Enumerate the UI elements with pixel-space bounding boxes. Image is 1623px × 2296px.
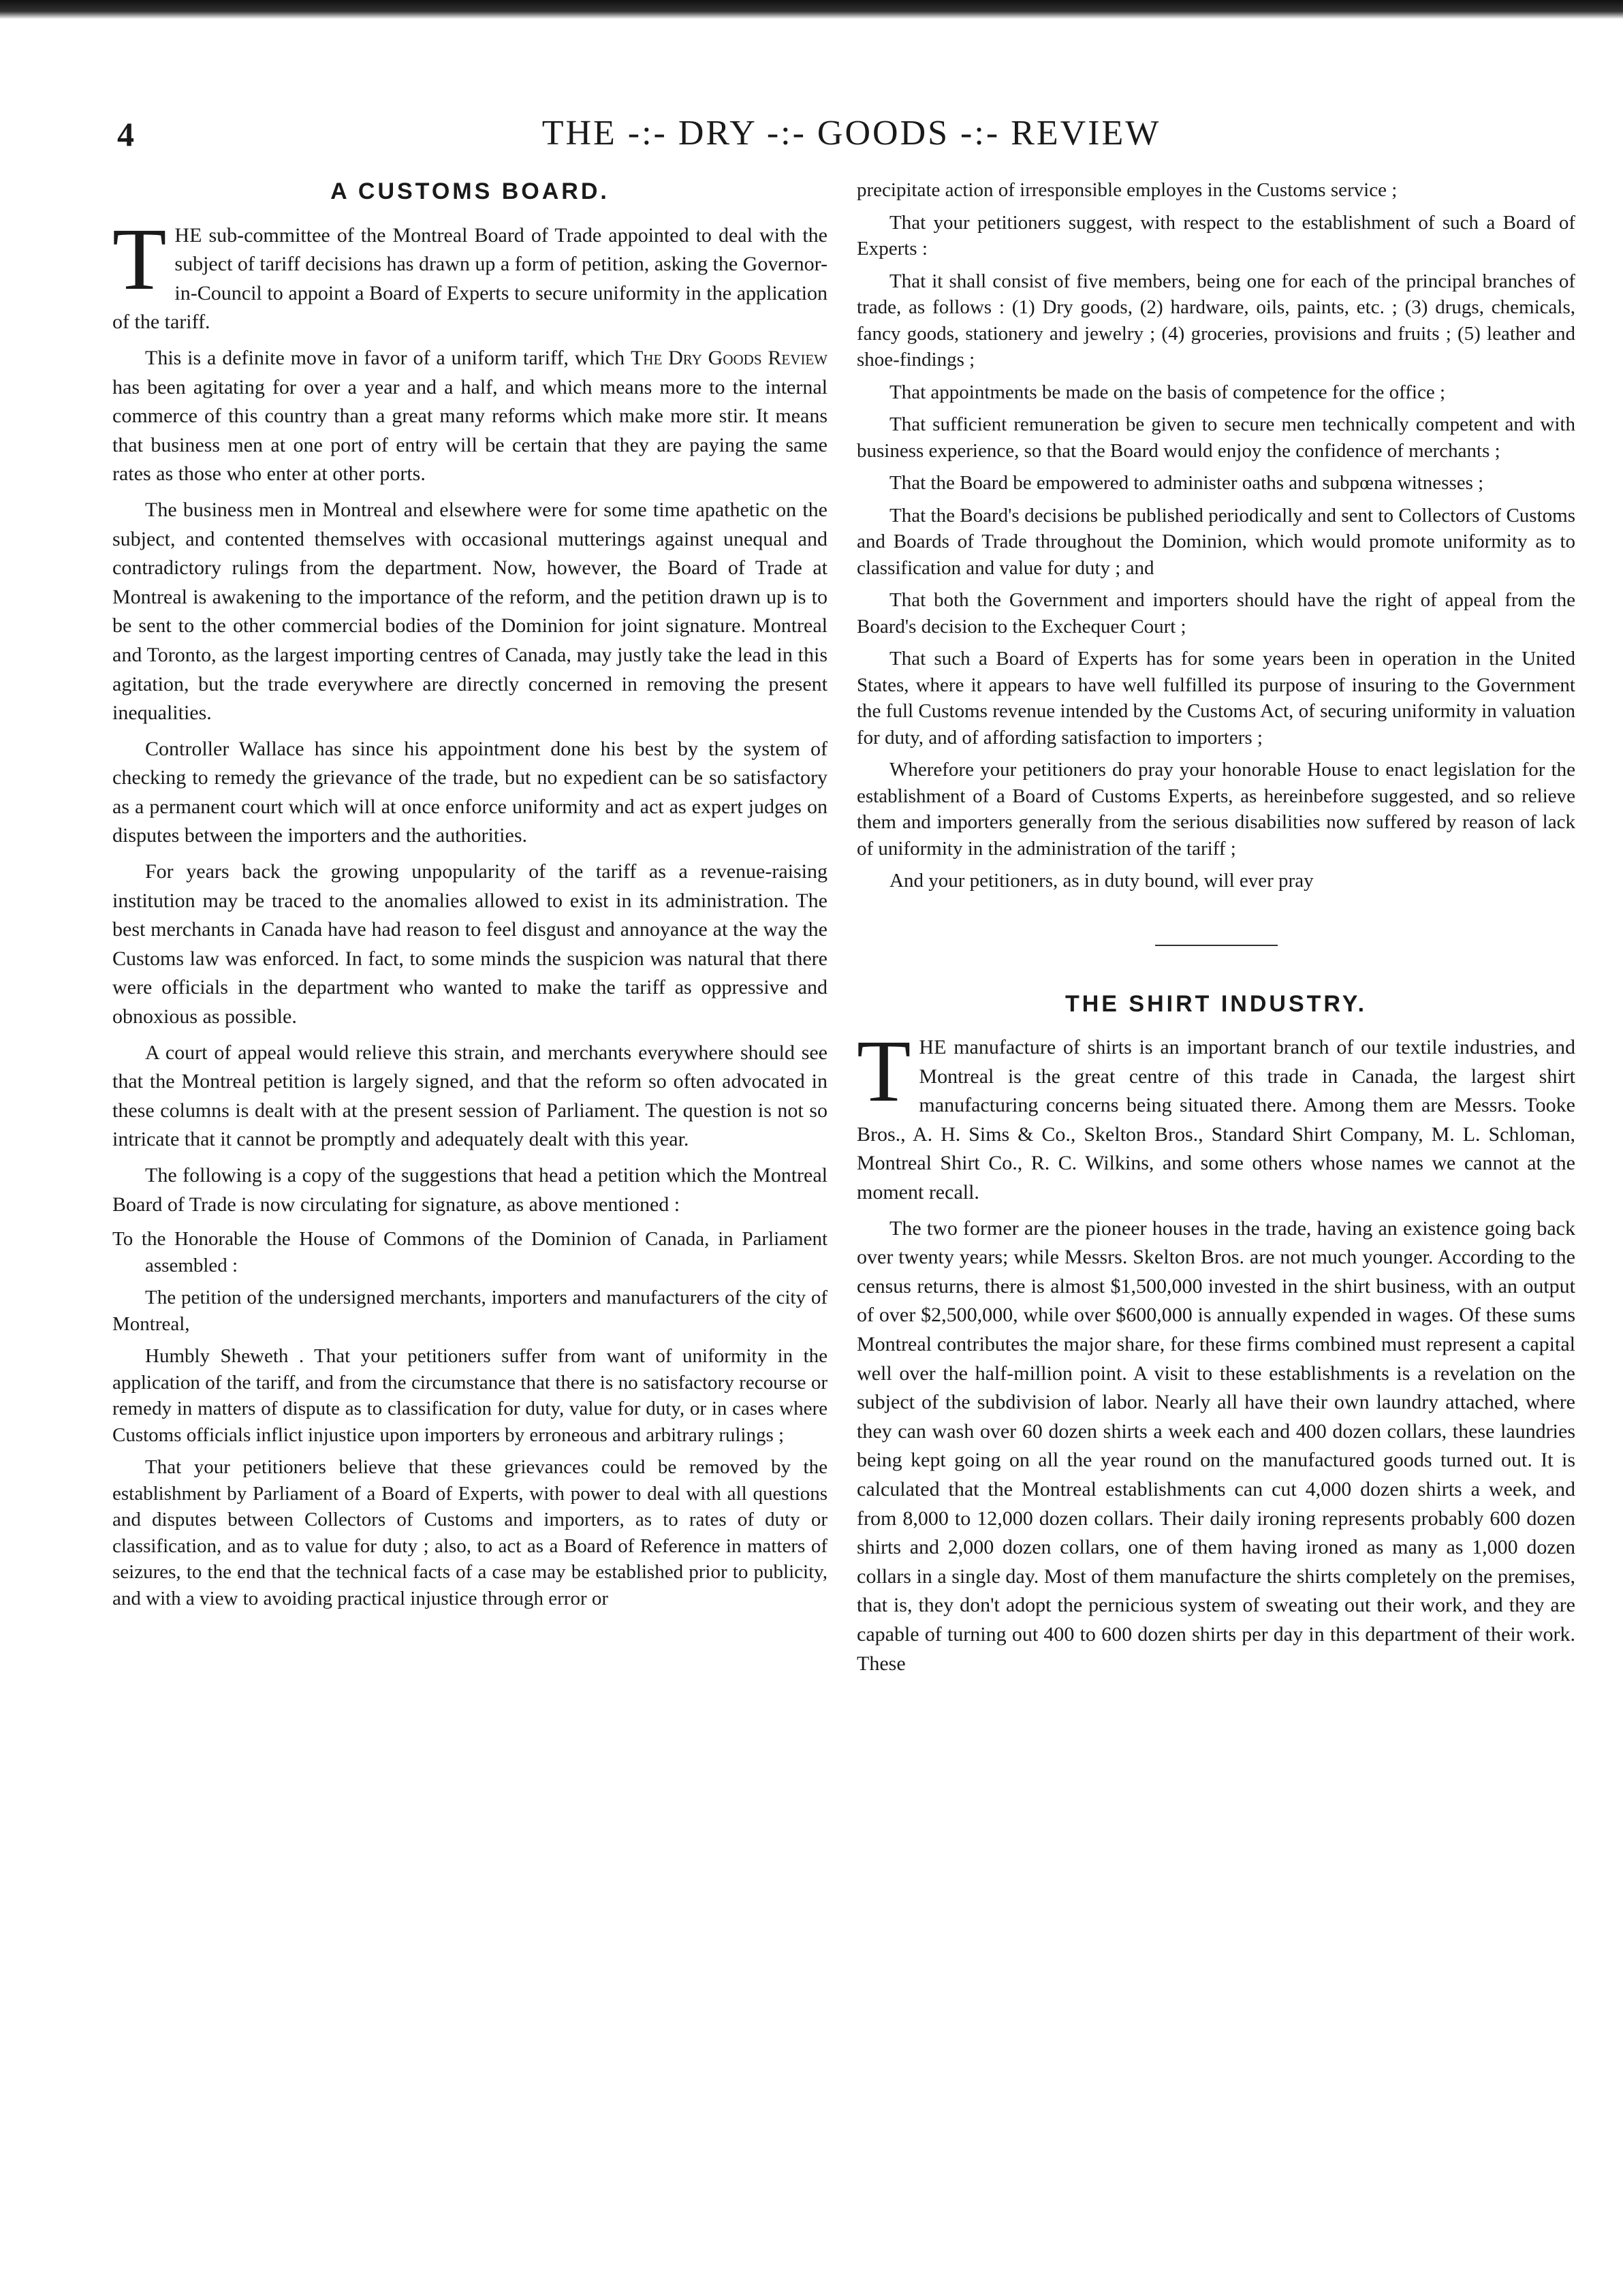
drop-cap: T bbox=[112, 210, 167, 309]
paragraph bbox=[112, 344, 828, 489]
petition-paragraph: That the Board's decisions be published periodically and sent to Collectors of Customs and Boards of Trade throughout the Dominion, which would promote uniformity as to classification and value for duty ; and bbox=[857, 504, 1575, 579]
right-column bbox=[857, 177, 1575, 1685]
article-heading-shirt-industry: THE SHIRT INDUSTRY. bbox=[1065, 990, 1368, 1017]
paragraph: The following is a copy of the suggestions that head a petition which the Montreal Board of Trade is now circulating for signature, as above mentioned : bbox=[112, 1164, 828, 1216]
paragraph-text: This is a definite move in favor of a uniform tariff, which bbox=[145, 346, 625, 369]
paragraph-text: has been agitating for over a year and a half, and which means more to the internal commerce of this country than a great many reforms which make more stir. It means that business men at one port of entry will be certain that they are paying the same rates as those who enter at other ports. bbox=[112, 375, 828, 486]
petition-address: To the Honorable the House of Commons of the Dominion of Canada, in Parliament assembled : bbox=[112, 1228, 828, 1276]
petition-paragraph: precipitate action of irresponsible employes in the Customs service ; bbox=[857, 179, 1398, 201]
section-divider bbox=[1155, 945, 1278, 946]
paragraph-text: HE manufacture of shirts is an important branch of our textile industries, and Montreal is the great centre of this trade in Canada, the largest shirt manufacturing concerns being situated there. Among them are Messrs. Tooke Bros., A. H. Sims & Co., Skelton Bros., Standard Shirt Company, M. L. Schloman, Montreal Shirt Co., R. C. Wilkins, and some others whose names we cannot at the moment recall. bbox=[857, 1036, 1575, 1204]
petition-paragraph: That your petitioners suggest, with respect to the establishment of such a Board of Experts : bbox=[857, 211, 1575, 260]
petition-paragraph: That appointments be made on the basis of competence for the office ; bbox=[889, 381, 1446, 403]
petition-paragraph: That sufficient remuneration be given to secure men technically competent and with business experience, so that the Board would enjoy the confidence of merchants ; bbox=[857, 413, 1575, 462]
paragraph: A court of appeal would relieve this strain, and merchants everywhere should see that the Montreal petition is largely signed, and that the reform so often advocated in these columns is dealt with at the present session of Parliament. The question is not so intricate that it cannot be promptly and adequately dealt with this year. bbox=[112, 1041, 828, 1151]
scan-edge bbox=[0, 0, 1623, 19]
paragraph: For years back the growing unpopularity of the tariff as a revenue-raising institution may be traced to the anomalies allowed to exist in its administration. The best merchants in Canada have had reason to feel disgust and annoyance at the way the Customs law was enforced. In fact, to some minds the suspicion was natural that there were officials in the department who wanted to make the tariff as oppressive and obnoxious as possible. bbox=[112, 860, 828, 1028]
drop-cap: T bbox=[857, 1022, 911, 1121]
petition-paragraph: Wherefore your petitioners do pray your honorable House to enact legislation for the establishment of a Board of Customs Experts, as hereinbefore suggested, and so relieve them and importers generally from the serious disabilities now suffered by reason of lack of uniformity in the administration of the tariff ; bbox=[857, 759, 1575, 860]
paragraph-text: HE sub-committee of the Montreal Board of Trade appointed to deal with the subject of tariff decisions has drawn up a form of petition, asking the Governor-in-Council to appoint a Board of Experts to secure uniformity in the application of the tariff. bbox=[112, 223, 828, 334]
left-column bbox=[112, 177, 828, 1618]
running-head: THE -:- DRY -:- GOODS -:- REVIEW bbox=[541, 114, 1161, 153]
petition-paragraph: That it shall consist of five members, being one for each of the principal branches of trade, as follows : (1) Dry goods, (2) hardware, oils, paints, etc. ; (3) drugs, chemicals, fancy goods, stationery and jewelry ; (4) groceries, provisions and fruits ; (5) leather and shoe-findings ; bbox=[857, 270, 1575, 371]
paragraph: Controller Wallace has since his appointment done his best by the system of checking to remedy the grievance of the trade, but no expedient can be so satisfactory as a permanent court which will at once enforce uniformity and act as expert judges on disputes between the importers and the authorities. bbox=[112, 737, 828, 847]
paragraph bbox=[112, 210, 828, 337]
paragraph bbox=[857, 1022, 1575, 1208]
publication-name: The Dry Goods Review bbox=[630, 346, 828, 369]
paragraph: The two former are the pioneer houses in the trade, having an existence going back over twenty years; while Messrs. Skelton Bros. are not much younger. According to the census returns, there is almost $1,500,000 invested in the shirt business, with an output of over $2,500,000, while over $600,000 is annually expended in wages. Of these sums Montreal contributes the major share, for these firms combined must represent a capital well over the half-million point. A visit to these establishments is a revelation on the subject of the subdivision of labor. Nearly all have their own laundry attached, where they can wash over 60 dozen shirts a week each and 400 dozen collars, these laundries being kept going on all the year round on the manufactured goods turned out. It is calculated that the Montreal establishments can cut 4,000 dozen shirts a week, and from 8,000 to 12,000 dozen collars. Their daily ironing represents probably 600 dozen shirts and 2,000 dozen collars, one of them having ironed as many as 1,000 dozen collars in a single day. Most of them manufacture the shirts completely on the premises, that is, they don't adopt the pernicious system of sweating out their work, and they are capable of turning out 400 to 600 dozen shirts per day in this department of their work. These bbox=[857, 1216, 1575, 1675]
petition-paragraph: That both the Government and importers should have the right of appeal from the Board's decision to the Exchequer Court ; bbox=[857, 589, 1575, 638]
petition-paragraph: Humbly Sheweth . That your petitioners suffer from want of uniformity in the application of the tariff, and from the circumstance that there is no satisfactory recourse or remedy in matters of dispute as to classification for duty, value for duty, or in cases where Customs officials inflict injustice upon importers by erroneous and arbitrary rulings ; bbox=[112, 1345, 828, 1446]
petition-paragraph: The petition of the undersigned merchants, importers and manufacturers of the city of Montreal, bbox=[112, 1287, 828, 1335]
article-heading-customs-board: A CUSTOMS BOARD. bbox=[330, 178, 610, 204]
petition-paragraph: That the Board be empowered to administer oaths and subpœna witnesses ; bbox=[889, 472, 1484, 494]
petition-closing: And your petitioners, as in duty bound, will ever pray bbox=[889, 870, 1314, 892]
petition-paragraph: That your petitioners believe that these grievances could be removed by the establishment by Parliament of a Board of Experts, with power to deal with all questions and disputes between Collectors of Customs and importers, as to rates of duty or classification, and as to value for duty ; also, to act as a Board of Reference in matters of seizures, to the end that the technical facts of a case may be established prior to publicity, and with a view to avoiding practical injustice through error or bbox=[112, 1456, 828, 1609]
paragraph: The business men in Montreal and elsewhere were for some time apathetic on the subject, and contented themselves with occasional mutterings against unequal and contradictory rulings from the department. Now, however, the Board of Trade at Montreal is awakening to the importance of the reform, and the petition drawn up is to be sent to the other commercial bodies of the Dominion for joint signature. Montreal and Toronto, as the largest importing centres of Canada, may justly take the lead in this agitation, but the trade everywhere are directly concerned in removing the present inequalities. bbox=[112, 498, 828, 725]
page-number: 4 bbox=[117, 115, 134, 153]
petition-paragraph: That such a Board of Experts has for some years been in operation in the United States, where it appears to have well fulfilled its purpose of insuring to the Government the full Customs revenue intended by the Customs Act, of securing uniformity in valuation for duty, and of affording satisfaction to importers ; bbox=[857, 648, 1575, 749]
